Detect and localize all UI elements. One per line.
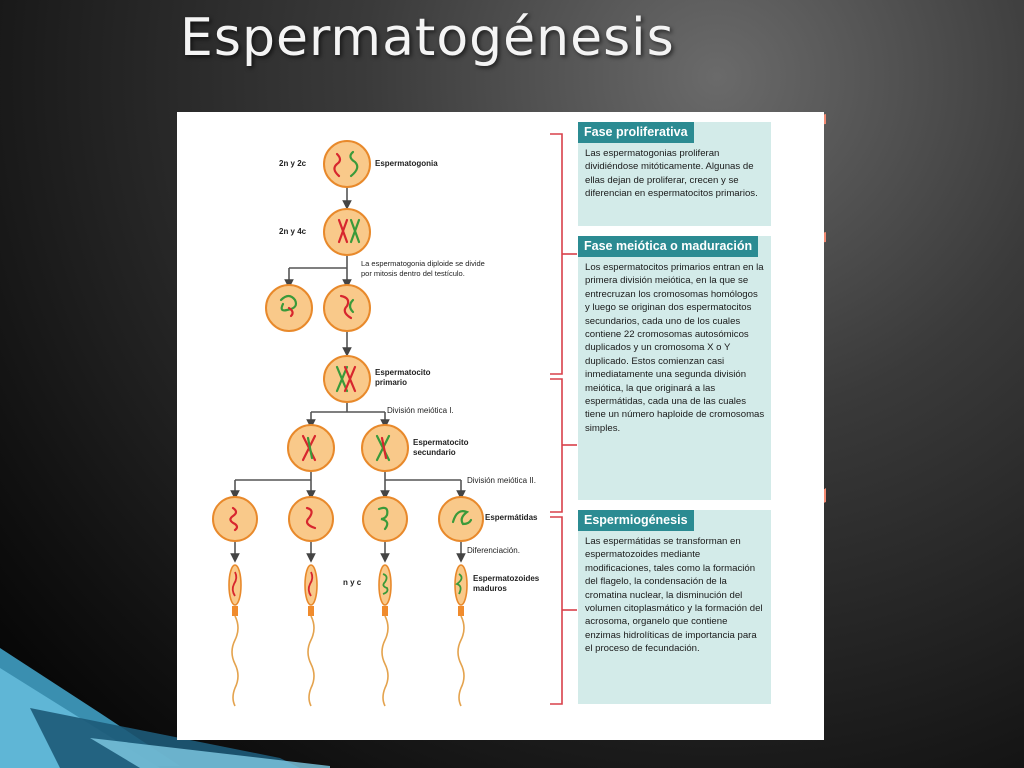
ploidy-label-2n4c: 2n y 4c (279, 227, 307, 236)
ploidy-label-nc: n y c (343, 578, 362, 587)
label-differentiation: Diferenciación. (467, 546, 520, 555)
label-primary-spermatocyte: Espermatocito primario (375, 368, 431, 387)
slide-title: Espermatogénesis (180, 8, 675, 68)
label-mature-sperm: Espermatozoides maduros (473, 574, 540, 593)
panel-proliferative-phase (578, 122, 771, 226)
sperm-2 (305, 565, 317, 706)
panel-body: Los espermatocitos primarios entran en la primera división meiótica, en la que se entrecruzan los cromosomas homólogos y luego se originan dos espermatocitos secundarios, cada uno de los cuales contiene 22 cromosomas autosómicos duplicados y un cromosoma X o Y duplicado. Estos comienzan casi inmediatamente una segunda división meiótica, la que originará a las espermátidas, cada una de las cuales tiene un número haploide de cromosomas simples. (585, 262, 765, 434)
sperm-4 (455, 565, 467, 706)
spermatogenesis-figure (177, 112, 824, 740)
label-spermatids: Espermátidas (485, 513, 538, 522)
label-mitosis-note: La espermatogonia diploide se divide por mitosis dentro del testículo. (361, 259, 485, 278)
label-espermatogonia: Espermatogonia (375, 159, 438, 168)
panel-title: Fase proliferativa (578, 122, 694, 143)
panel-body: Las espermatogonias proliferan dividiéndose mitóticamente. Algunas de ellas dejan de proliferar, crecen y se diferencian en espermatocitos primarios. (585, 148, 758, 200)
panel-spermiogenesis (578, 510, 771, 704)
label-meiotic-division-2: División meiótica II. (467, 476, 536, 485)
label-meiotic-division-1: División meiótica I. (387, 406, 454, 415)
sperm-1 (229, 565, 241, 706)
ploidy-label-2n2c: 2n y 2c (279, 159, 307, 168)
panel-title: Fase meiótica o maduración (578, 236, 758, 257)
panel-body: Las espermátidas se transforman en espermatozoides mediante modificaciones, tales como la formación del flagelo, la condensación de la cromatina nuclear, la disminución del volumen citoplasmático y la formación del acrosoma, organelo que contiene enzimas hidrolíticas de importancia para el proceso de fecundación. (585, 536, 763, 655)
panel-meiotic-phase (578, 236, 771, 500)
panel-title: Espermiogénesis (578, 510, 694, 531)
sperm-3 (379, 565, 391, 706)
label-secondary-spermatocyte: Espermatocito secundario (413, 438, 469, 457)
